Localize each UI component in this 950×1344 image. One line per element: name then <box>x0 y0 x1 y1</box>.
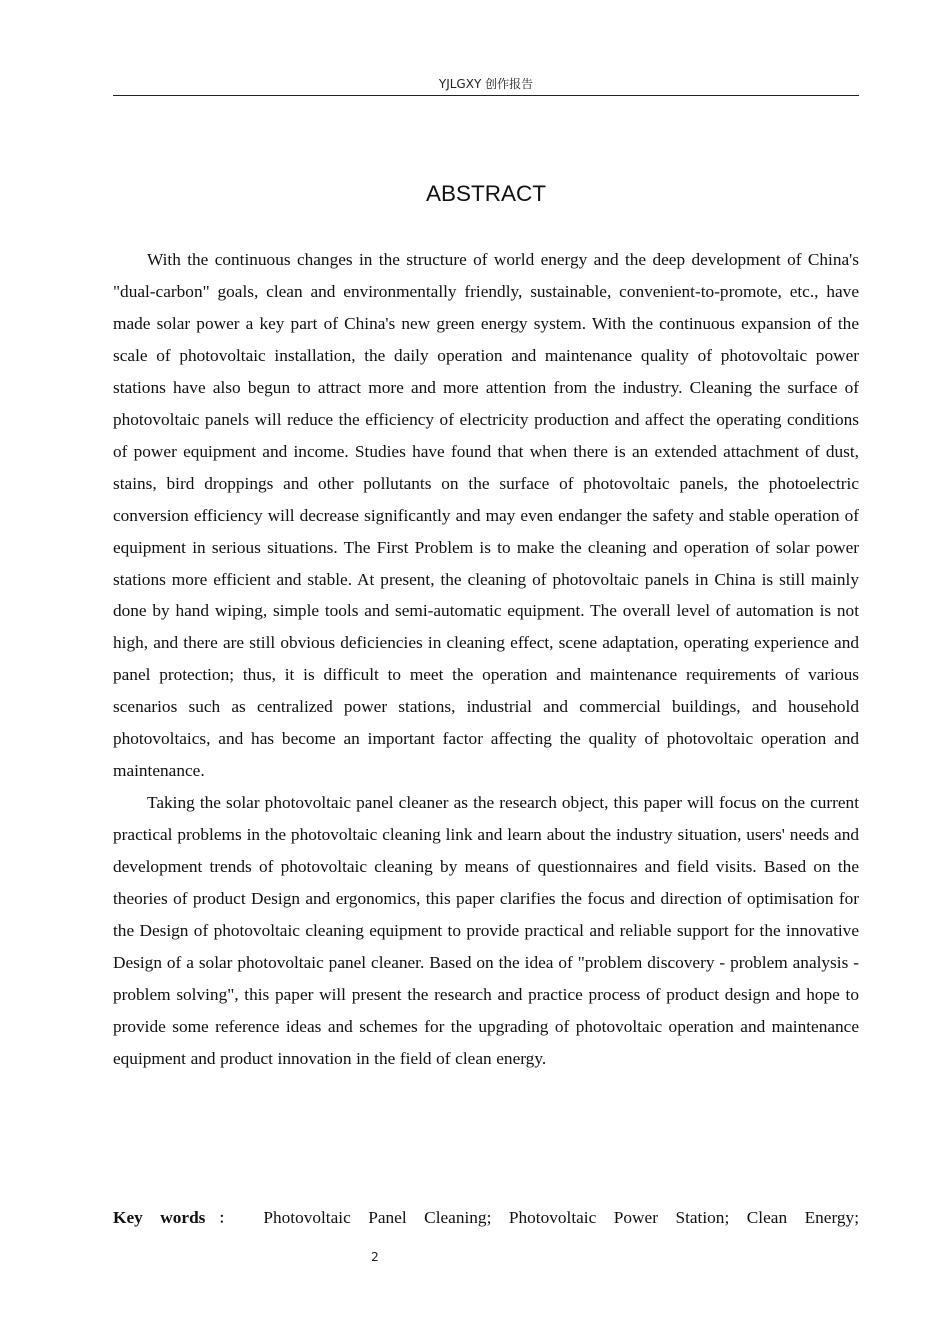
abstract-title: ABSTRACT <box>425 181 546 206</box>
keywords-terms: Photovoltaic Panel Cleaning; Photovoltaic Power Station; Clean Energy; <box>263 1208 859 1227</box>
abstract-body <box>113 244 859 1075</box>
header-rule <box>113 95 859 96</box>
keywords-separator: ： <box>205 1211 246 1227</box>
keywords-line <box>113 1202 859 1235</box>
running-header: YJLGXY 创作报告 <box>438 77 534 91</box>
abstract-paragraph-1: With the continuous changes in the structure of world energy and the deep development of China's "dual-carbon" goals, clean and environmentally friendly, sustainable, convenient-to-promote, etc., have made solar power a key part of China's new green energy system. With the continuous expansion of the scale of photovoltaic installation, the daily operation and maintenance quality of photovoltaic power stations have also begun to attract more and more attention from the industry. Cleaning the surface of photovoltaic panels will reduce the efficiency of electricity production and affect the operating conditions of power equipment and income. Studies have found that when there is an extended attachment of dust, stains, bird droppings and other pollutants on the surface of photovoltaic panels, the photoelectric conversion efficiency will decrease significantly and may even endanger the safety and stable operation of equipment in serious situations. The First Problem is to make the cleaning and operation of solar power stations more efficient and stable. At present, the cleaning of photovoltaic panels in China is still mainly done by hand wiping, simple tools and semi-automatic equipment. The overall level of automation is not high, and there are still obvious deficiencies in cleaning effect, scene adaptation, operating experience and panel protection; thus, it is difficult to meet the operation and maintenance requirements of various scenarios such as centralized power stations, industrial and commercial buildings, and household photovoltaics, and has become an important factor affecting the quality of photovoltaic operation and maintenance. <box>113 250 859 781</box>
page-number: 2 <box>371 1250 379 1264</box>
keywords-label: Key words <box>113 1208 206 1227</box>
abstract-paragraph-2: Taking the solar photovoltaic panel cleaner as the research object, this paper will focus on the current practical problems in the photovoltaic cleaning link and learn about the industry situation, users' needs and development trends of photovoltaic cleaning by means of questionnaires and field visits. Based on the theories of product Design and ergonomics, this paper clarifies the focus and direction of optimisation for the Design of photovoltaic cleaning equipment to provide practical and reliable support for the innovative Design of a solar photovoltaic panel cleaner. Based on the idea of "problem discovery - problem analysis - problem solving", this paper will present the research and practice process of product design and hope to provide some reference ideas and schemes for the upgrading of photovoltaic operation and maintenance equipment and product innovation in the field of clean energy. <box>113 793 859 1068</box>
